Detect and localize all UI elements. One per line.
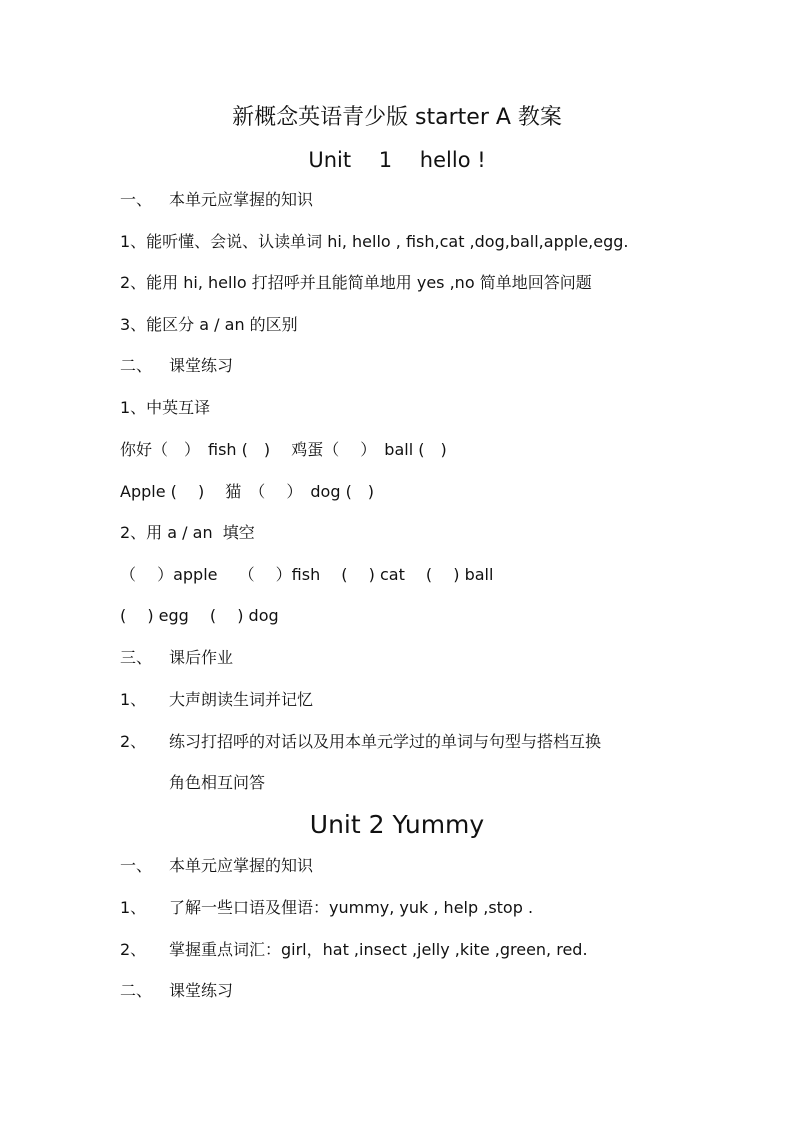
unit1-knowledge-item-3: 3、能区分 a / an 的区别 xyxy=(120,315,298,334)
homework-2-continuation: 角色相互问答 xyxy=(169,773,266,792)
document-title: 新概念英语青少版 starter A 教案 xyxy=(232,105,562,130)
unit1-section3-number: 三、 xyxy=(120,648,153,667)
homework-2-text: 练习打招呼的对话以及用本单元学过的单词与句型与搭档互换 xyxy=(169,732,602,751)
homework-1-number: 1、 xyxy=(120,690,147,709)
unit1-knowledge-item-2: 2、能用 hi, hello 打招呼并且能简单地用 yes ,no 简单地回答问题 xyxy=(120,273,592,292)
homework-2-number: 2、 xyxy=(120,732,147,751)
unit1-knowledge-item-1: 1、能听懂、会说、认读单词 hi, hello , fish,cat ,dog,ball,apple,egg. xyxy=(120,232,629,251)
exercise2-row-2: ( ) egg ( ) dog xyxy=(120,606,279,625)
unit2-section2-number: 二、 xyxy=(120,981,153,1000)
unit2-knowledge-1-number: 1、 xyxy=(120,898,147,917)
exercise1-row-2: Apple ( ) 猫 （ ） dog ( ) xyxy=(120,482,375,501)
unit1-section3-heading: 课后作业 xyxy=(169,648,234,667)
exercise2-title: 2、用 a / an 填空 xyxy=(120,523,255,542)
homework-1-text: 大声朗读生词并记忆 xyxy=(169,690,314,709)
unit2-knowledge-2-number: 2、 xyxy=(120,940,147,959)
exercise2-row-1: （ ）apple （ ）fish ( ) cat ( ) ball xyxy=(120,565,494,584)
exercise1-row-1: 你好（ ） fish ( ) 鸡蛋（ ） ball ( ) xyxy=(120,440,447,459)
unit2-section2-heading: 课堂练习 xyxy=(169,981,234,1000)
unit2-section1-heading: 本单元应掌握的知识 xyxy=(169,856,314,875)
unit1-section1-heading: 本单元应掌握的知识 xyxy=(169,190,314,209)
unit2-knowledge-2-text: 掌握重点词汇：girl，hat ,insect ,jelly ,kite ,green, red. xyxy=(169,940,588,959)
unit1-section1-number: 一、 xyxy=(120,190,153,209)
exercise1-title: 1、中英互译 xyxy=(120,398,211,417)
unit2-knowledge-1-text: 了解一些口语及俚语：yummy, yuk , help ,stop . xyxy=(169,898,534,917)
unit2-section1-number: 一、 xyxy=(120,856,153,875)
unit1-section2-number: 二、 xyxy=(120,356,153,375)
unit2-heading: Unit 2 Yummy xyxy=(309,810,485,839)
unit1-heading: Unit 1 hello ! xyxy=(308,148,486,172)
unit1-section2-heading: 课堂练习 xyxy=(169,356,234,375)
